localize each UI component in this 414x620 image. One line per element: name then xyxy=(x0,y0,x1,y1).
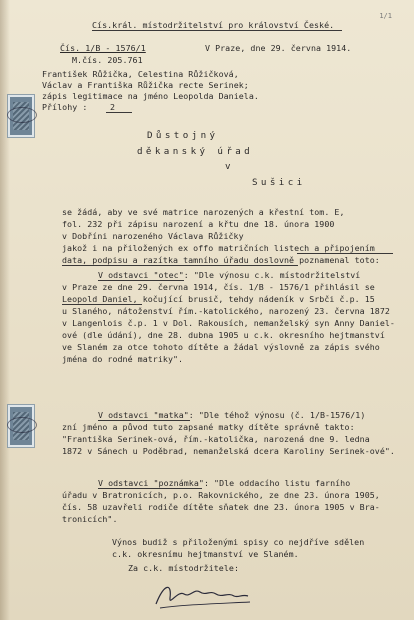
addressee-line-1: Důstojný xyxy=(147,130,219,141)
p2-line-4: u Slaného, nátoženství řím.-katolického, narozený 23. června 1872 xyxy=(62,306,390,316)
revenue-stamp xyxy=(8,405,34,447)
p3-line-4: 1872 v Sánech u Poděbrad, nemanželská dcera Karoliny Serinek-ové". xyxy=(62,446,395,456)
p1-line-5: data, podpisu a razítka tamního úřadu doslovně poznamenal toto: xyxy=(62,255,380,265)
page-edge-shadow xyxy=(0,0,10,620)
handwritten-signature xyxy=(150,578,260,612)
p3-line-2: zní jméno a původ tuto zapsané matky dítěte správně takto: xyxy=(62,422,355,432)
revenue-stamp xyxy=(8,95,34,137)
place-date: V Praze, dne 29. června 1914. xyxy=(205,43,352,53)
p2-line-1: V odstavci "otec": "Dle výnosu c.k. místodržitelství xyxy=(98,270,361,280)
attachments-label: Přílohy : xyxy=(42,102,88,112)
p2-line-6: ové (dle údání), dne 28. dubna 1905 u c.k. okresního hejtmanství xyxy=(62,330,385,340)
p1-line-3: v Dobříni narozeného Václava Růžičky xyxy=(62,231,244,241)
p2-line-2: v Praze ze dne 29. června 1914, čís. 1/B - 1576/1 přihlásil se xyxy=(62,282,375,292)
p3-heading-underline xyxy=(98,420,190,421)
stamp-cancellation-mark xyxy=(7,417,37,433)
p2-line-7: ve Slaném za otce tohoto dítěte a žádal výslovně za zápis svého xyxy=(62,342,380,352)
p4-line-3: čís. 58 uzavřeli rodiče dítěte sňatek dne 23. února 1905 v Bra- xyxy=(62,502,380,512)
p1-line-1: se žádá, aby ve své matrice narozených a křestní tom. E, xyxy=(62,207,345,217)
reference-number: Čís. 1/B - 1576/1 xyxy=(60,43,146,53)
p2-name-underline xyxy=(62,304,142,305)
p1-line-2: fol. 232 při zápisu narození a křtu dne 18. února 1900 xyxy=(62,219,335,229)
office-heading-underline xyxy=(92,30,342,31)
closing-line: Za c.k. místodržitele: xyxy=(128,563,239,573)
p2-heading-underline xyxy=(98,280,184,281)
p4-line-2: úřadu v Bratronicích, p.o. Rakovnického, ze dne 23. února 1905, xyxy=(62,490,380,500)
secondary-reference: M.čís. 205.761 xyxy=(72,55,143,65)
p5-line-2: c.k. okresnímu hejtmanství ve Slaném. xyxy=(112,549,299,559)
page-mark: 1/1 xyxy=(379,12,392,20)
p3-line-1: V odstavci "matka": "Dle téhož výnosu (č. 1/B-1576/1) xyxy=(98,410,366,420)
p2-line-3: Leopold Daniel, kočující brusič, tehdy nádeník v Srbči č.p. 15 xyxy=(62,294,375,304)
attachments-count: 2 xyxy=(110,102,116,112)
p4-heading-underline xyxy=(98,488,202,489)
p1-underline-a xyxy=(297,253,393,254)
office-heading: Cís.král. místodržitelství pro království České. xyxy=(92,20,335,30)
addressee-line-3: v xyxy=(225,161,231,172)
p2-line-5: v Langenlois č.p. 1 v Dol. Rakousích, nemanželský syn Anny Daniel- xyxy=(62,318,395,328)
stamp-cancellation-mark xyxy=(7,107,37,123)
subject-line-2: Václav a Františka Růžička recte Serinek; xyxy=(42,80,249,90)
attachments-underline xyxy=(106,112,132,113)
p2-line-8: jména do rodné matriky". xyxy=(62,354,184,364)
subject-line-3: zápis legitimace na jméno Leopolda Daniela. xyxy=(42,91,259,101)
p4-line-4: tronicích". xyxy=(62,514,118,524)
p1-underline-b xyxy=(62,265,298,266)
addressee-line-4: Sušici xyxy=(252,177,306,188)
subject-line-1: František Růžička, Celestina Růžičková, xyxy=(42,69,239,79)
p5-line-1: Výnos budiž s přiloženými spisy co nejdříve sdělen xyxy=(112,537,365,547)
p4-line-1: V odstavci "poznámka": "Dle oddacího listu farního xyxy=(98,478,351,488)
p3-line-3: "Františka Serinek-ová, řím.-katolička, narozená dne 9. ledna xyxy=(62,434,370,444)
addressee-line-2: děkanský úřad xyxy=(137,146,254,157)
p1-line-4: jakož i na přiložených ex offo matričních listech a připojením xyxy=(62,243,375,253)
